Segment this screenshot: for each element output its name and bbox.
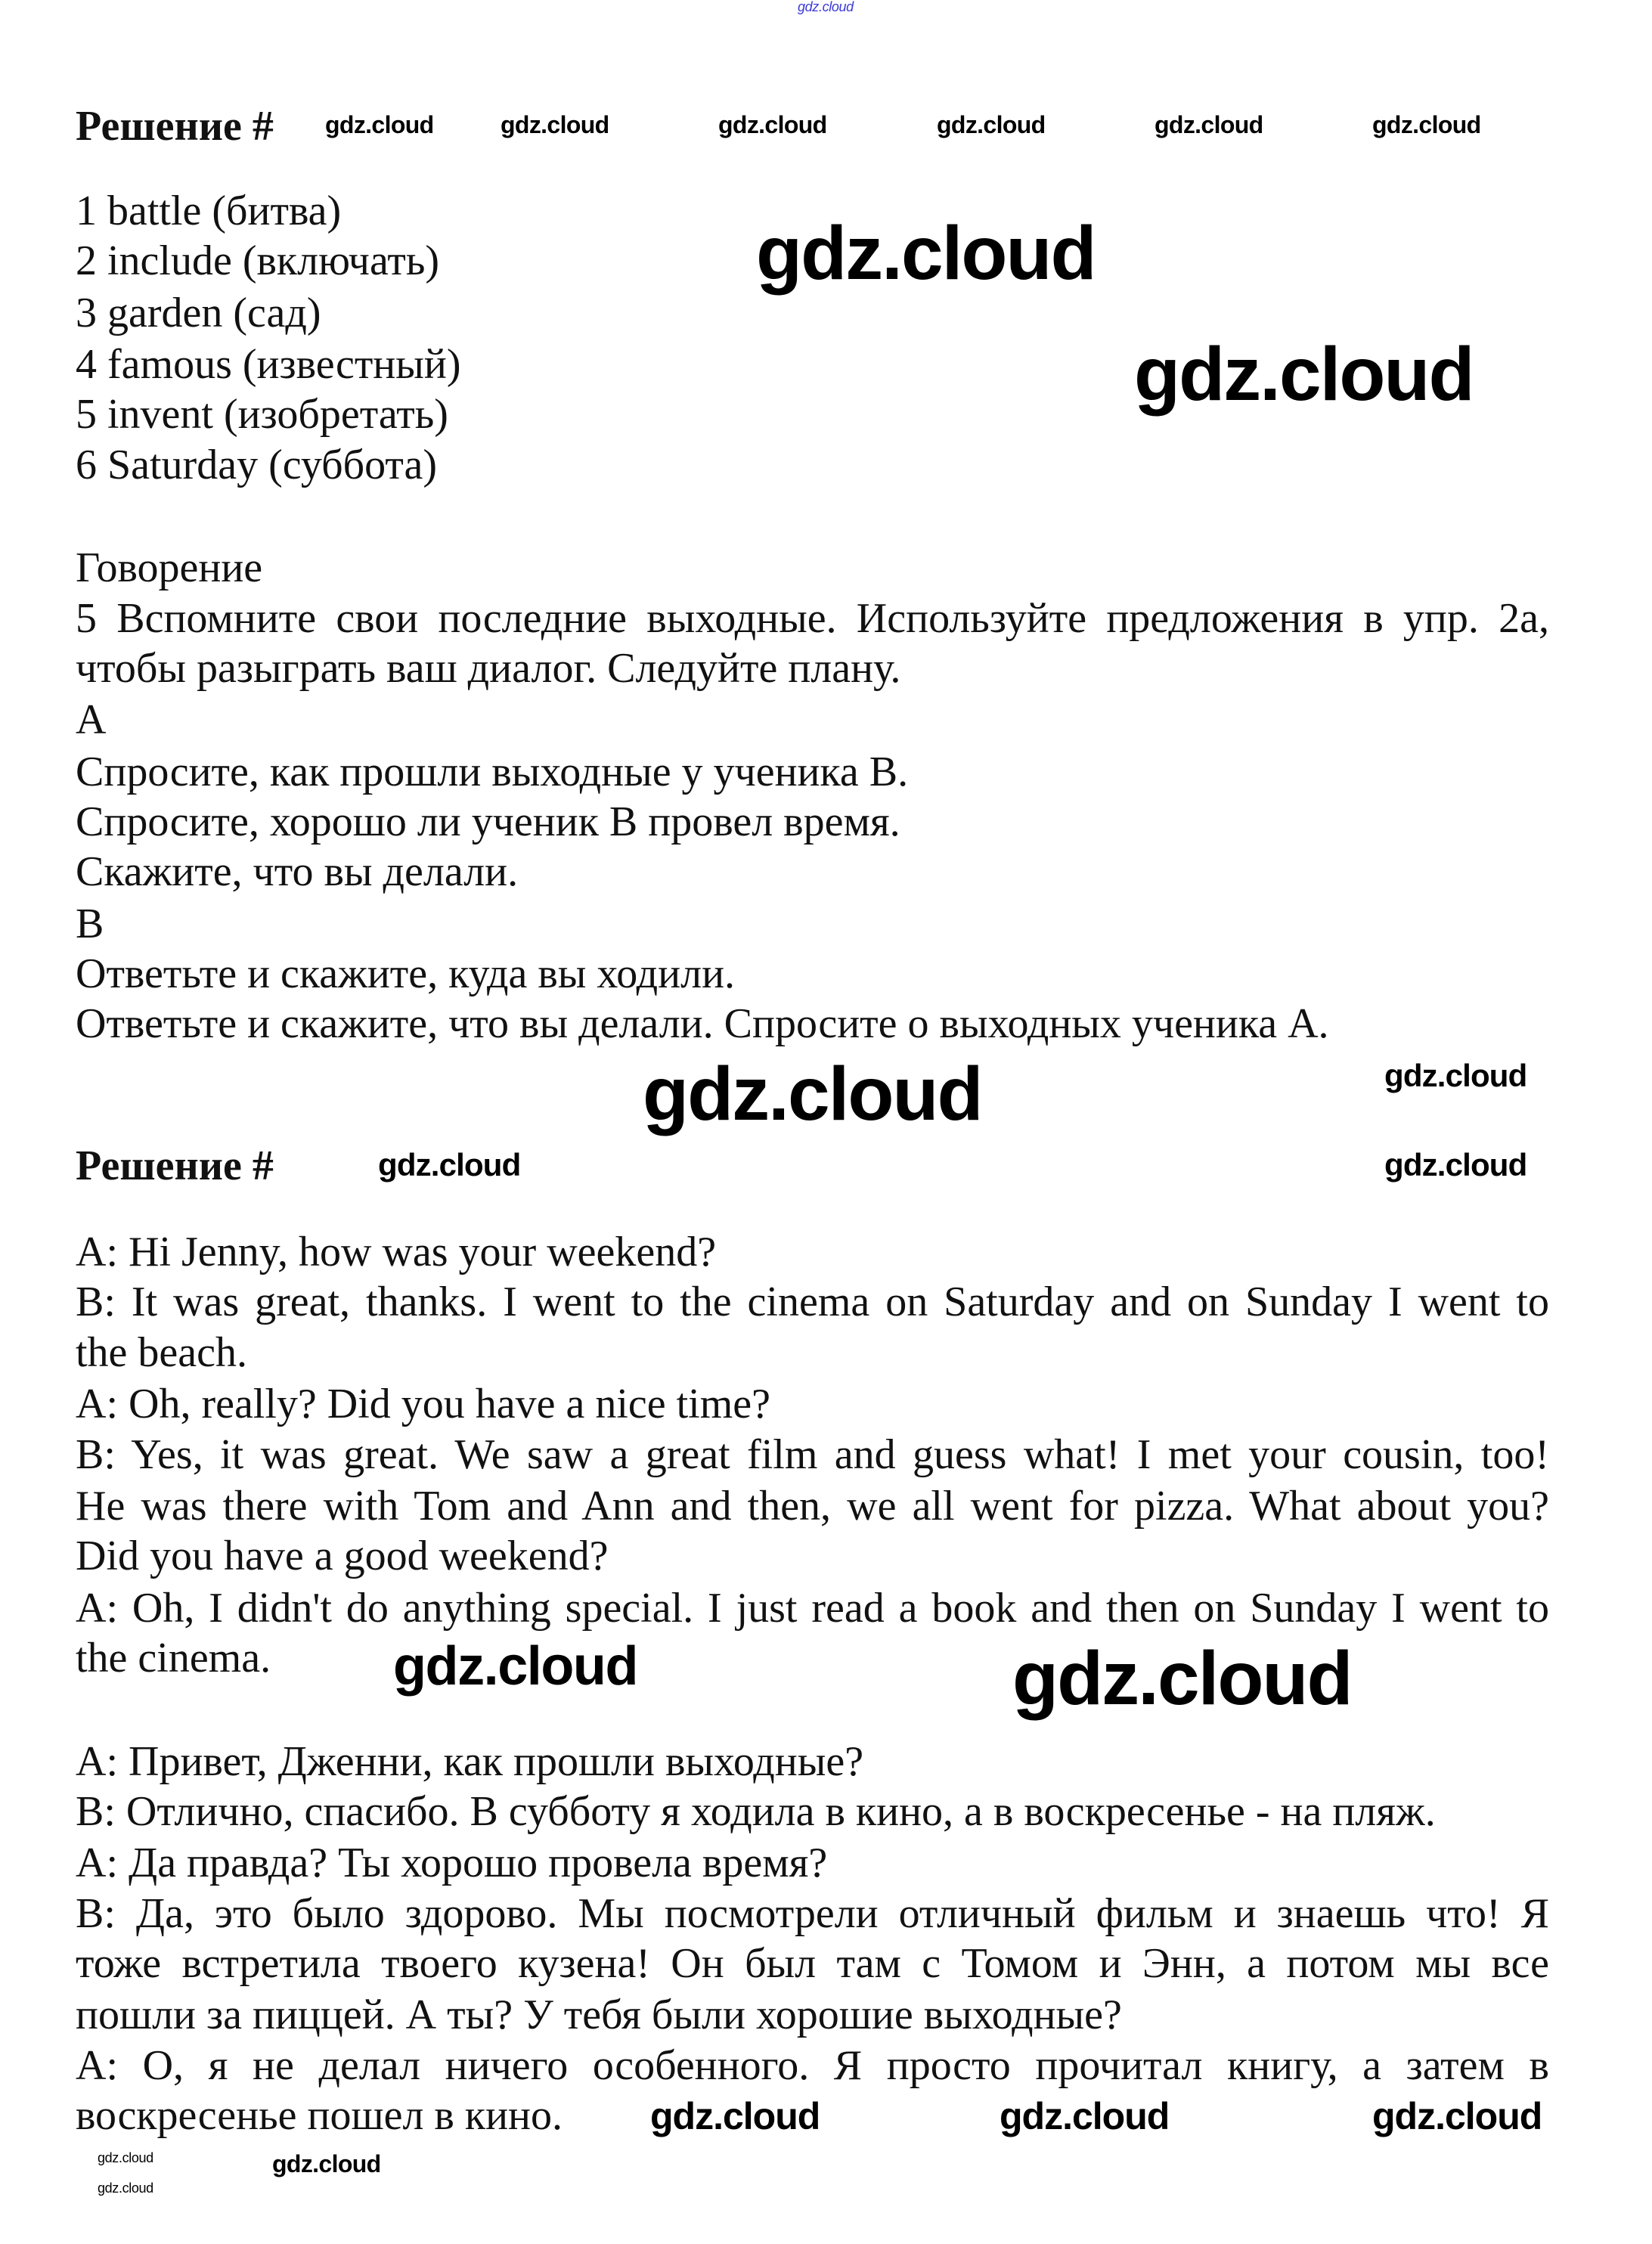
watermark: gdz.cloud xyxy=(1134,332,1474,417)
vocab-item: 6 Saturday (суббота) xyxy=(76,442,437,488)
dialog-line-ru: B: Отлично, спасибо. В субботу я ходила в кино, а в воскресенье - на пляж. xyxy=(76,1788,1436,1835)
task-line: Ответьте и скажите, что вы делали. Спросите о выходных ученика А. xyxy=(76,1000,1329,1047)
section-title: Говорение xyxy=(76,544,263,591)
dialog-line-en: the cinema. xyxy=(76,1635,271,1681)
task-line: 5 Вспомните свои последние выходные. Используйте предложения в упр. 2а, xyxy=(76,595,1549,642)
watermark: gdz.cloud xyxy=(1384,1147,1527,1182)
watermark: gdz.cloud xyxy=(1000,2095,1170,2137)
dialog-line-en: A: Hi Jenny, how was your weekend? xyxy=(76,1229,717,1275)
watermark: gdz.cloud xyxy=(325,111,434,138)
dialog-line-ru: воскресенье пошел в кино. xyxy=(76,2092,563,2139)
vocab-item: 1 battle (битва) xyxy=(76,188,342,234)
watermark: gdz.cloud xyxy=(272,2150,381,2177)
dialog-line-en: A: Oh, I didn't do anything special. I just read a book and then on Sunday I went to xyxy=(76,1585,1549,1632)
dialog-line-en: He was there with Tom and Ann and then, we all went for pizza. What about you? xyxy=(76,1483,1549,1530)
watermark: gdz.cloud xyxy=(501,111,609,138)
vocab-item: 5 invent (изобретать) xyxy=(76,391,448,438)
vocab-item: 2 include (включать) xyxy=(76,237,440,284)
dialog-line-en: the beach. xyxy=(76,1329,247,1376)
task-line: Скажите, что вы делали. xyxy=(76,848,519,895)
task-line: B xyxy=(76,900,104,947)
watermark: gdz.cloud xyxy=(937,111,1046,138)
vocab-item: 4 famous (известный) xyxy=(76,341,461,388)
task-line: Спросите, как прошли выходные у ученика B. xyxy=(76,749,909,795)
dialog-line-en: Did you have a good weekend? xyxy=(76,1533,609,1579)
watermark: gdz.cloud xyxy=(798,0,854,14)
dialog-line-ru: А: Да правда? Ты хорошо провела время? xyxy=(76,1840,828,1886)
watermark: gdz.cloud xyxy=(1155,111,1263,138)
dialog-line-ru: B: Да, это было здорово. Мы посмотрели отличный фильм и знаешь что! Я xyxy=(76,1890,1549,1937)
watermark: gdz.cloud xyxy=(1012,1636,1352,1721)
task-line: A xyxy=(76,696,107,743)
dialog-line-ru: пошли за пиццей. А ты? У тебя были хорошие выходные? xyxy=(76,1991,1122,2038)
watermark: gdz.cloud xyxy=(650,2095,820,2137)
watermark: gdz.cloud xyxy=(1372,2095,1542,2137)
watermark: gdz.cloud xyxy=(98,2180,153,2196)
dialog-line-en: A: Oh, really? Did you have a nice time? xyxy=(76,1381,770,1427)
watermark: gdz.cloud xyxy=(756,211,1096,296)
watermark: gdz.cloud xyxy=(1384,1058,1527,1093)
dialog-line-ru: тоже встретила твоего кузена! Он был там с Томом и Энн, а потом мы все xyxy=(76,1940,1549,1987)
dialog-line-ru: А: Привет, Дженни, как прошли выходные? xyxy=(76,1738,864,1785)
watermark: gdz.cloud xyxy=(718,111,827,138)
task-line: Спросите, хорошо ли ученик B провел время. xyxy=(76,798,900,845)
dialog-line-en: B: It was great, thanks. I went to the cinema on Saturday and on Sunday I went to xyxy=(76,1279,1549,1325)
watermark: gdz.cloud xyxy=(1372,111,1481,138)
solution-heading: Решение # xyxy=(76,103,274,150)
solution-heading: Решение # xyxy=(76,1142,274,1189)
task-line: Ответьте и скажите, куда вы ходили. xyxy=(76,950,736,997)
watermark: gdz.cloud xyxy=(98,2150,153,2165)
watermark: gdz.cloud xyxy=(393,1636,637,1697)
watermark: gdz.cloud xyxy=(643,1052,982,1136)
watermark: gdz.cloud xyxy=(378,1147,521,1182)
dialog-line-en: B: Yes, it was great. We saw a great film and guess what! I met your cousin, too! xyxy=(76,1431,1549,1478)
dialog-line-ru: А: О, я не делал ничего особенного. Я просто прочитал книгу, а затем в xyxy=(76,2042,1549,2089)
task-line: чтобы разыграть ваш диалог. Следуйте плану. xyxy=(76,645,901,692)
vocab-item: 3 garden (сад) xyxy=(76,290,321,336)
